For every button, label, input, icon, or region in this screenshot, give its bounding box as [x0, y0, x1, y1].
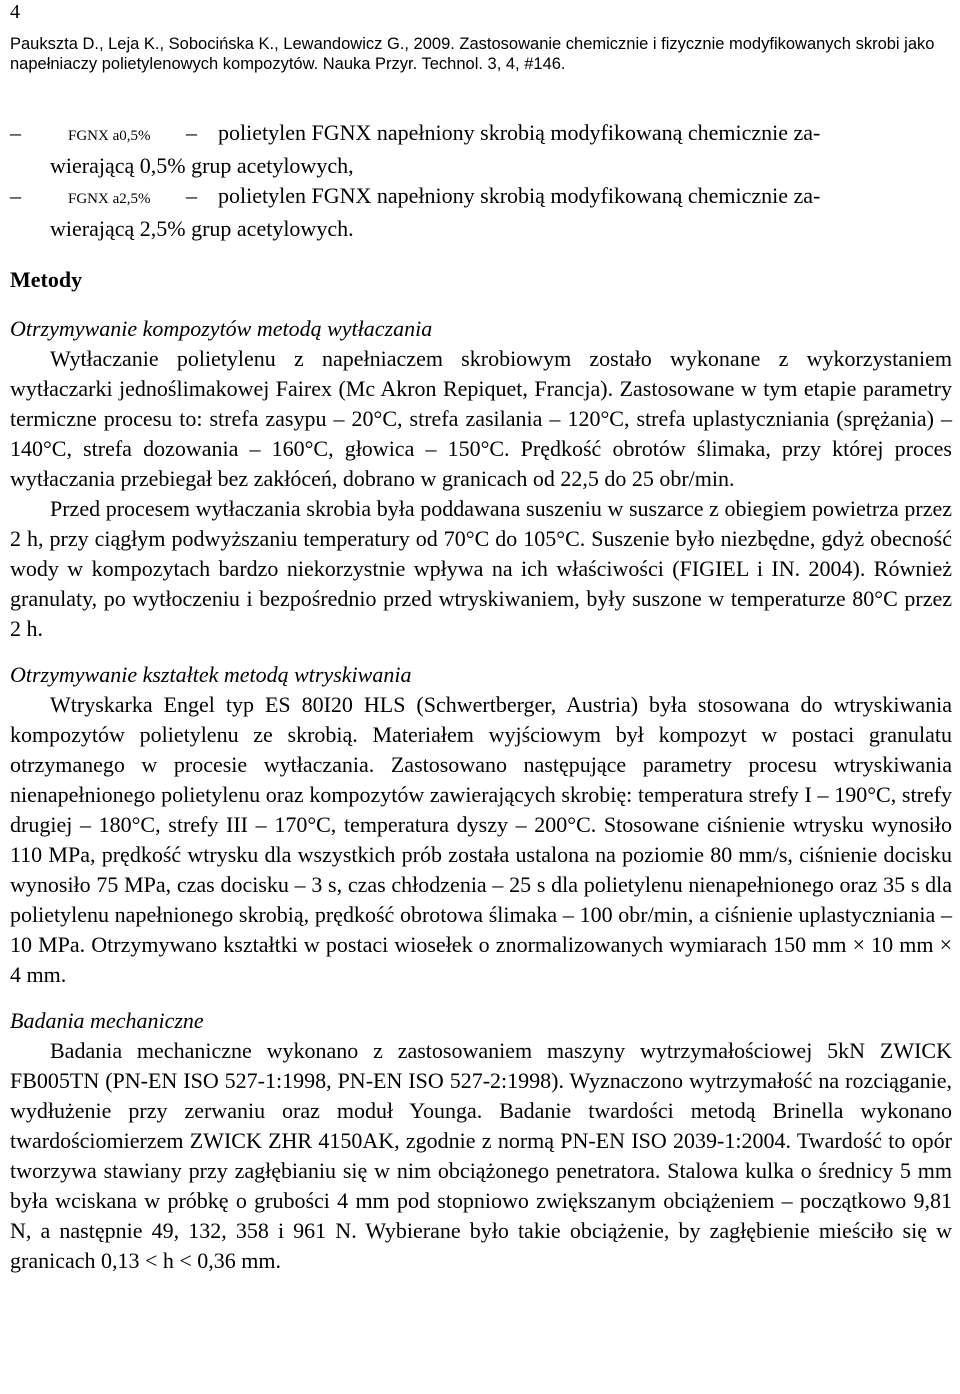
definitions-list: [10, 118, 952, 244]
definition-abbr: FGNX a2,5%: [68, 191, 151, 207]
definition-continuation: wierającą 0,5% grup acetylowych,: [50, 153, 354, 178]
subsection-extrusion: [10, 314, 952, 644]
definition-separator: –: [186, 120, 197, 145]
definition-item: [10, 118, 952, 151]
definition-item: [10, 181, 952, 214]
header-citation: Pauksztа D., Leja K., Sobocińska K., Lewandowicz G., 2009. Zastosowanie chemicznie i fizycznie modyfikowanych skrobi jako napełniaczy polietylenowych kompozytów. Nauka Przyr. Technol. 3, 4, #146.: [10, 35, 935, 73]
subsection-mechanical: [10, 1006, 952, 1276]
definition-text: polietylen FGNX napełniony skrobią modyfikowaną chemicznie za-: [218, 183, 821, 208]
definition-abbr: FGNX a0,5%: [68, 128, 151, 144]
main-content: [10, 118, 952, 1276]
paragraph: Badania mechaniczne wykonano z zastosowaniem maszyny wytrzymałościowej 5kN ZWICK FB005TN (PN-EN ISO 527-1:1998, PN-EN ISO 527-2:1998). Wyznaczono wytrzymałość na rozciąganie, wydłużenie przy zerwaniu oraz moduł Younga. Badanie twardości metodą Brinella wykonano twardościomierzem ZWICK ZHR 4150AK, zgodnie z normą PN-EN ISO 2039-1:2004. Twardość to opór tworzywa stawiany przy zagłębianiu się w nim obciążonego penetratora. Stalowa kulka o średnicy 5 mm była wciskana w próbkę o grubości 4 mm pod stopniowo zwiększanym obciążeniem – początkowo 9,81 N, a następnie 49, 132, 358 i 961 N. Wybierane było takie obciążenie, by zagłębienie mieściło się w granicach 0,13 < h < 0,36 mm.: [10, 1038, 952, 1273]
paragraph: Wytłaczanie polietylenu z napełniaczem skrobiowym zostało wykonane z wykorzystaniem wytłaczarki jednoślimakowej Fairex (Mc Akron Repiquet, Francja). Zastosowane w tym etapie parametry termiczne procesu to: strefa zasypu – 20°C, strefa zasilania – 120°C, strefa uplastyczniania (sprężania) – 140°C, strefa dozowania – 160°C, głowica – 150°C. Prędkość obrotów ślimaka, przy której proces wytłaczania przebiegał bez zakłóceń, dobrano w granicach od 22,5 do 25 obr/min.: [10, 346, 952, 491]
paragraph: Przed procesem wytłaczania skrobia była poddawana suszeniu w suszarce z obiegiem powietrza przez 2 h, przy ciągłym podwyższaniu temperatury od 70°C do 105°C. Suszenie było niezbędne, gdyż obecność wody w kompozytach bardzo niekorzystnie wpływa na ich właściwości (FIGIEL i IN. 2004). Również granulaty, po wytłoczeniu i bezpośrednio przed wtryskiwaniem, były suszone w temperaturze 80°C przez 2 h.: [10, 496, 952, 641]
subsection-title: Badania mechaniczne: [10, 1008, 204, 1033]
definition-dash: –: [10, 183, 21, 208]
definition-continuation: wierającą 2,5% grup acetylowych.: [50, 216, 354, 241]
definition-dash: –: [10, 120, 21, 145]
section-title: Metody: [10, 267, 83, 292]
definition-text: polietylen FGNX napełniony skrobią modyfikowaną chemicznie za-: [218, 120, 821, 145]
definition-separator: –: [186, 183, 197, 208]
subsection-injection: [10, 660, 952, 990]
page-number: 4: [10, 1, 20, 23]
paragraph: Wtryskarka Engel typ ES 80I20 HLS (Schwertberger, Austria) była stosowana do wtryskiwania kompozytów polietylenu ze skrobią. Materiałem wyjściowym był kompozyt w postaci granulatu otrzymanego w procesie wytłaczania. Zastosowano następujące parametry procesu wtryskiwania nienapełnionego polietylenu oraz kompozytów zawierających skrobię: temperatura strefy I – 190°C, strefy drugiej – 180°C, strefy III – 170°C, temperatura dyszy – 200°C. Stosowane ciśnienie wtrysku wynosiło 110 MPa, prędkość wtrysku dla wszystkich prób została ustalona na poziomie 80 mm/s, ciśnienie docisku wynosiło 75 MPa, czas docisku – 3 s, czas chłodzenia – 25 s dla polietylenu nienapełnionego oraz 35 s dla polietylenu napełnionego skrobią, prędkość obrotowa ślimaka – 100 obr/min, a ciśnienie uplastyczniania – 10 MPa. Otrzymywano kształtki w postaci wiosełek o znormalizowanych wymiarach 150 mm × 10 mm × 4 mm.: [10, 692, 952, 987]
subsection-title: Otrzymywanie kształtek metodą wtryskiwania: [10, 662, 412, 687]
subsection-title: Otrzymywanie kompozytów metodą wytłaczania: [10, 316, 433, 341]
